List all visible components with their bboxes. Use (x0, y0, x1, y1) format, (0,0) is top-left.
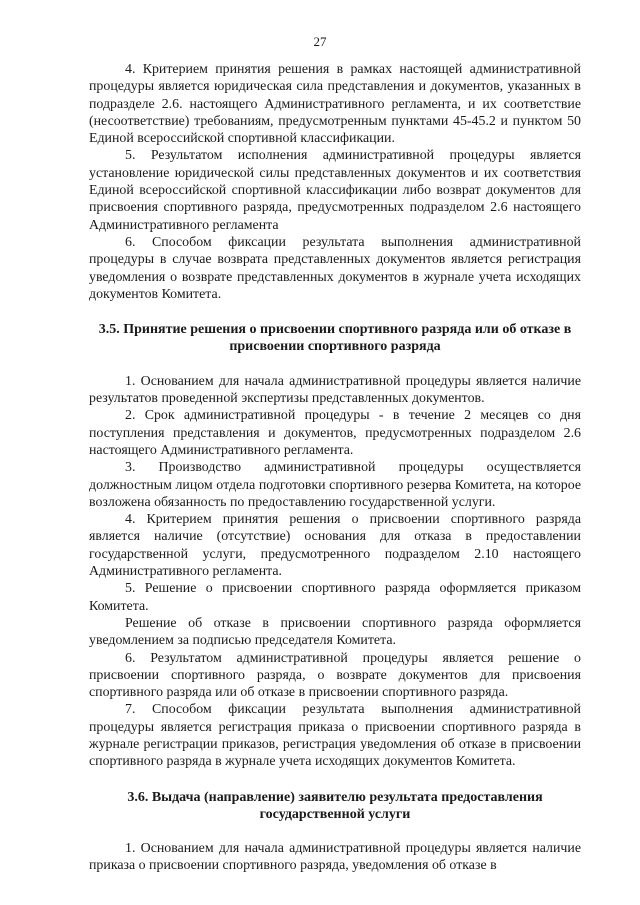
paragraph: 4. Критерием принятия решения в рамках настоящей административной процедуры является юридическая сила представления и документов, указанных в подразделе 2.6. настоящего Административного регламента, и их соответствие (несоответствие) требованиям, предусмотренным пунктами 45-45.2 и пунктом 50 Единой всероссийской спортивной классификации. (89, 62, 581, 147)
paragraph: 1. Основанием для начала административной процедуры является наличие результатов проведенной экспертизы представленных документов. (89, 373, 581, 407)
paragraph: 4. Критерием принятия решения о присвоении спортивного разряда является наличие (отсутствие) основания для отказа в предоставлении государственной услуги, предусмотренного подразделом 2.10 настоящего Административного регламента. (89, 512, 581, 580)
section-heading-3-6: 3.6. Выдача (направление) заявителю результата предоставления государственной услуги (127, 789, 543, 822)
paragraph: Решение об отказе в присвоении спортивного разряда оформляется уведомлением за подписью председателя Комитета. (89, 615, 581, 649)
paragraph: 1. Основанием для начала административной процедуры является наличие приказа о присвоении спортивного разряда, уведомления об отказе в (89, 841, 581, 874)
paragraph: 5. Результатом исполнения административной процедуры является установление юридической силы представленных документов и их соответствия Единой всероссийской спортивной классификации либо возврат документов для присвоения спортивного разряда, предусмотренных подразделом 2.6 настоящего Административного регламента (89, 148, 581, 233)
paragraph: 6. Результатом административной процедуры является решение о присвоении спортивного разряда, о возврате документов для присвоения спортивного разряда или об отказе в присвоении спортивного разряда. (89, 650, 581, 701)
section-heading-3-5: 3.5. Принятие решения о присвоении спортивного разряда или об отказе в присвоении спортивного разряда (98, 322, 572, 355)
paragraph: 3. Производство административной процедуры осуществляется должностным лицом отдела подготовки спортивного резерва Комитета, на которое возложена обязанность по предоставлению государственной услуги. (89, 460, 581, 510)
paragraph: 5. Решение о присвоении спортивного разряда оформляется приказом Комитета. (89, 581, 581, 614)
page-number: 27 (313, 34, 327, 49)
paragraph: 2. Срок административной процедуры - в течение 2 месяцев со дня поступления представления и документов, предусмотренных подразделом 2.6 настоящего Административного регламента. (89, 408, 581, 458)
paragraph: 6. Способом фиксации результата выполнения административной процедуры в случае возврата представленных документов является регистрация уведомления о возврате представленных документов в журнале учета исходящих документов Комитета. (89, 234, 581, 302)
document-body (89, 61, 581, 875)
paragraph: 7. Способом фиксации результата выполнения административной процедуры является регистрация приказа о присвоении спортивного разряда в журнале регистрации приказов, регистрация уведомления об отказе в присвоении спортивного разряда в журнале учета исходящих документов Комитета. (89, 702, 581, 770)
